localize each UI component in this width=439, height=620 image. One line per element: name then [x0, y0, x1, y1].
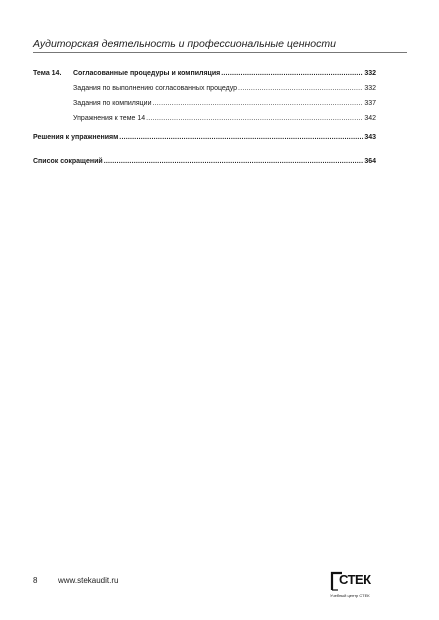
toc-entry-compilation-tasks[interactable]: [73, 99, 376, 108]
toc-entry-title: Решения к упражнениям: [33, 134, 119, 141]
toc-entry-title: Список сокращений: [33, 158, 103, 165]
toc-dot-leader: [221, 69, 363, 78]
toc-page-number: 343: [364, 134, 376, 141]
toc-page-number: 332: [364, 70, 376, 77]
stek-logo-text: СТЕК: [339, 572, 371, 587]
toc-dot-leader: [153, 99, 364, 108]
toc-entry-title: Задания по компиляции: [73, 100, 152, 107]
toc-page-number: 342: [364, 115, 376, 122]
stek-logo-caption: Учебный центр СТЕК: [330, 593, 370, 598]
toc-entry-topic-14[interactable]: [33, 69, 376, 78]
toc-entry-title: Упражнения к теме 14: [73, 115, 146, 122]
toc-entry-exercise-solutions[interactable]: [33, 133, 376, 142]
page-number: 8: [33, 576, 38, 585]
running-title: Аудиторская деятельность и профессиональные ценности: [33, 38, 336, 50]
toc-entry-title: Задания по выполнению согласованных процедур: [73, 85, 238, 92]
toc-dot-leader: [238, 84, 363, 93]
header-divider: [33, 52, 407, 53]
toc-entry-topic-14-exercises[interactable]: [73, 114, 376, 123]
toc-dot-leader: [119, 133, 363, 142]
toc-entry-number: Тема 14.: [33, 70, 62, 77]
toc-entry-title: Согласованные процедуры и компиляция: [73, 70, 221, 77]
website-link[interactable]: www.stekaudit.ru: [58, 576, 119, 585]
toc-page-number: 364: [364, 158, 376, 165]
toc-entry-agreed-procedures-tasks[interactable]: [73, 84, 376, 93]
toc-dot-leader: [104, 157, 364, 166]
toc-entry-abbreviations[interactable]: [33, 157, 376, 166]
toc-dot-leader: [146, 114, 363, 123]
toc-page-number: 332: [364, 85, 376, 92]
toc-page-number: 337: [364, 100, 376, 107]
stek-logo: [330, 570, 376, 602]
